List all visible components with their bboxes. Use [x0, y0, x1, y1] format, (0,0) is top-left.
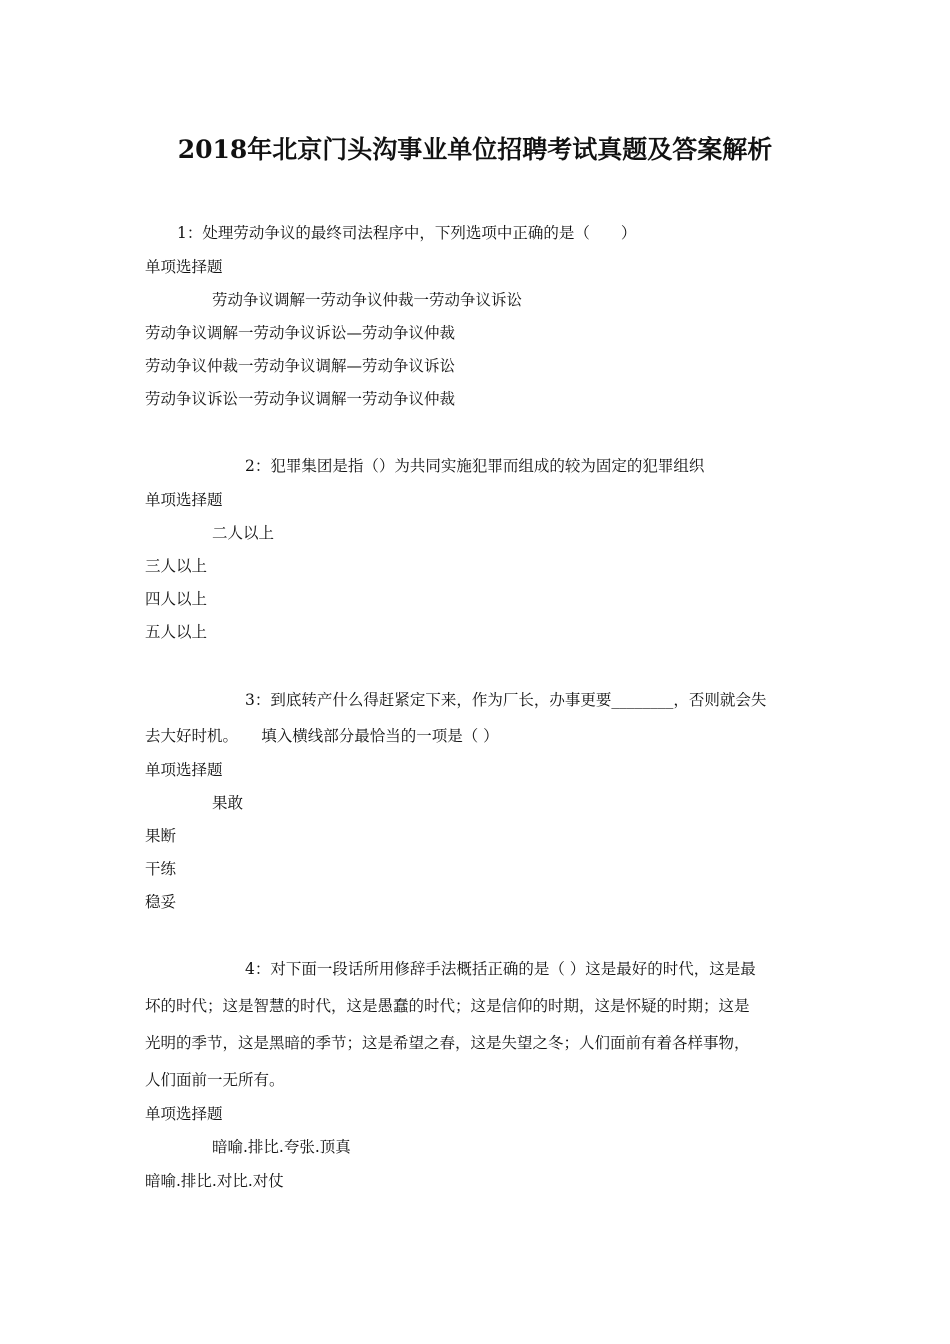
question-stem-line: 3：到底转产什么得赶紧定下来，作为厂长，办事更要________，否则就会失	[245, 691, 767, 709]
question-stem-line: 人们面前一无所有。	[145, 1071, 285, 1089]
option-c: 四人以上	[145, 590, 208, 608]
question-type: 单项选择题	[145, 761, 223, 779]
option-d: 劳动争议诉讼一劳动争议调解一劳动争议仲裁	[145, 390, 456, 408]
question-stem-line: 4：对下面一段话所用修辞手法概括正确的是（ ）这是最好的时代，这是最	[245, 960, 756, 978]
option-b: 暗喻.排比.对比.对仗	[145, 1172, 284, 1190]
option-b: 三人以上	[145, 557, 208, 575]
question-type: 单项选择题	[145, 1105, 223, 1123]
question-type: 单项选择题	[145, 491, 223, 509]
option-a: 暗喻.排比.夸张.顶真	[212, 1138, 351, 1156]
option-d: 稳妥	[145, 893, 177, 911]
question-stem: 1：处理劳动争议的最终司法程序中，下列选项中正确的是（ ）	[177, 224, 637, 242]
option-b: 果断	[145, 827, 177, 845]
question-stem-line: 去大好时机。 填入横线部分最恰当的一项是（ ）	[145, 727, 499, 745]
option-b: 劳动争议调解一劳动争议诉讼—劳动争议仲裁	[145, 324, 456, 342]
question-stem-line: 坏的时代；这是智慧的时代，这是愚蠢的时代；这是信仰的时期，这是怀疑的时期；这是	[145, 997, 750, 1015]
document-title: 2018年北京门头沟事业单位招聘考试真题及答案解析	[177, 135, 773, 164]
option-d: 五人以上	[145, 623, 208, 641]
question-stem-line: 光明的季节，这是黑暗的季节；这是希望之春，这是失望之冬；人们面前有着各样事物，	[145, 1034, 750, 1052]
question-stem: 2：犯罪集团是指（）为共同实施犯罪而组成的较为固定的犯罪组织	[245, 457, 705, 475]
option-a: 果敢	[212, 794, 244, 812]
question-type: 单项选择题	[145, 258, 223, 276]
option-a: 二人以上	[212, 524, 275, 542]
option-c: 干练	[145, 860, 177, 878]
option-c: 劳动争议仲裁一劳动争议调解—劳动争议诉讼	[145, 357, 456, 375]
option-a: 劳动争议调解一劳动争议仲裁一劳动争议诉讼	[212, 291, 523, 309]
